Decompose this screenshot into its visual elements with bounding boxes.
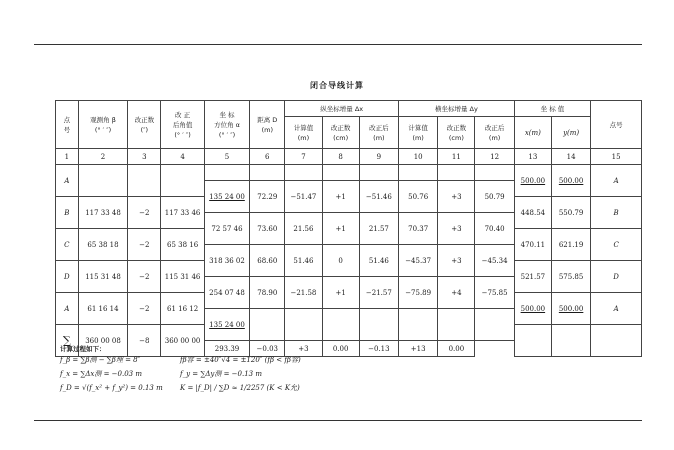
coord-y: 500.00: [551, 293, 590, 325]
station-point-right: C: [591, 229, 642, 261]
dx-calc: 21.56: [285, 213, 322, 245]
dx-corr: +1: [322, 277, 359, 309]
hdr-y: y(m): [551, 117, 590, 149]
dx-corr: +1: [322, 181, 359, 213]
dy-corrected: 50.79: [475, 181, 514, 213]
corrected-angle: 115 31 46: [161, 261, 204, 293]
corrected-angle: 61 16 12: [161, 293, 204, 325]
station-point-right: D: [591, 261, 642, 293]
hdr-dx-corrected: 改正后 (m): [359, 117, 398, 149]
hdr-x: x(m): [514, 117, 551, 149]
calc-fx: f_x = ∑Δx测 = −0.03 m: [60, 370, 142, 378]
calc-angle-misclosure: f_β = ∑β测 − ∑β理 = 8″: [60, 356, 141, 364]
hdr-corrected-angle: 改 正 后角值 (° ′ ″): [161, 101, 204, 149]
col-num: 14: [551, 149, 590, 165]
dx-corrected: −51.46: [359, 181, 398, 213]
coord-x: 500.00: [514, 293, 551, 325]
page-title: 闭合导线计算: [310, 81, 364, 90]
hdr-dx-corr: 改正数 (cm): [322, 117, 359, 149]
bottom-rule: [34, 420, 642, 421]
hdr-distance: 距离 D (m): [250, 101, 285, 149]
angle-corr: [128, 165, 161, 197]
blank: [250, 165, 285, 181]
dx-calc: −21.58: [285, 277, 322, 309]
coord-x: 470.11: [514, 229, 551, 261]
dy-corr: +3: [438, 181, 475, 213]
coord-x: 521.57: [514, 261, 551, 293]
distance: 73.60: [250, 213, 285, 245]
obs-angle: 115 31 48: [78, 261, 128, 293]
coord-y: 575.85: [551, 261, 590, 293]
calc-angle-tolerance: fβ容 = ±40″√4 = ±120″ (fβ < fβ容): [180, 356, 301, 364]
blank: [399, 309, 438, 341]
angle-corr: −2: [128, 197, 161, 229]
dy-corr: +3: [438, 245, 475, 277]
blank: [438, 309, 475, 341]
sum-distance: 293.39: [204, 341, 249, 357]
distance: 78.90: [250, 277, 285, 309]
blank: [438, 165, 475, 181]
dy-corr: +4: [438, 277, 475, 309]
hdr-dy-corrected: 改正后 (m): [475, 117, 514, 149]
blank: [250, 309, 285, 341]
sum-symbol: ∑: [56, 325, 79, 357]
azimuth: 72 57 46: [204, 213, 249, 245]
sum-corrected-angle: 360 00 00: [161, 325, 204, 357]
hdr-point: 点 号: [56, 101, 79, 149]
dx-corr: +1: [322, 213, 359, 245]
col-num: 12: [475, 149, 514, 165]
corrected-angle: [161, 165, 204, 197]
calculation-notes: [60, 344, 620, 397]
sum-dx: −0.03: [250, 341, 285, 357]
col-num: 3: [128, 149, 161, 165]
station-point-right: A: [591, 293, 642, 325]
hdr-dy-calc: 计算值 (m): [399, 117, 438, 149]
blank: [399, 165, 438, 181]
table-row: [56, 165, 642, 181]
calc-fd: f_D = √(f_x² + f_y²) = 0.13 m: [60, 384, 163, 392]
dy-calc: 50.76: [399, 181, 438, 213]
blank: [322, 309, 359, 341]
dx-corrected: 21.57: [359, 213, 398, 245]
hdr-coord-group: 坐 标 值: [514, 101, 590, 117]
coord-y: 550.79: [551, 197, 590, 229]
dx-calc: −51.47: [285, 181, 322, 213]
col-num: 13: [514, 149, 551, 165]
dy-calc: 70.37: [399, 213, 438, 245]
azimuth: 318 36 02: [204, 245, 249, 277]
col-num: 10: [399, 149, 438, 165]
blank: [322, 165, 359, 181]
distance: 72.29: [250, 181, 285, 213]
obs-angle: 61 16 14: [78, 293, 128, 325]
dx-corrected: −21.57: [359, 277, 398, 309]
azimuth: 254 07 48: [204, 277, 249, 309]
col-num: 9: [359, 149, 398, 165]
blank: [475, 165, 514, 181]
station-point: A: [56, 165, 79, 197]
dy-corrected: 70.40: [475, 213, 514, 245]
dy-corr: +3: [438, 213, 475, 245]
dx-corr: 0: [322, 245, 359, 277]
obs-angle: 117 33 48: [78, 197, 128, 229]
blank: [359, 309, 398, 341]
hdr-dy-group: 横坐标增量 Δy: [399, 101, 515, 117]
station-point: A: [56, 293, 79, 325]
sum-obs-angle: 360 00 08: [78, 325, 128, 357]
station-point-right: B: [591, 197, 642, 229]
hdr-azimuth: 坐 标 方位角 α (° ′ ″): [204, 101, 249, 149]
angle-corr: −2: [128, 293, 161, 325]
azimuth-blank: [204, 165, 249, 181]
corrected-angle: 65 38 16: [161, 229, 204, 261]
calc-k: K = |f_D| / ∑D ≈ 1/2257 (K < K允): [180, 384, 300, 392]
hdr-dx-calc: 计算值 (m): [285, 117, 322, 149]
sum-vy: +13: [399, 341, 438, 357]
angle-corr: −2: [128, 229, 161, 261]
station-point: B: [56, 197, 79, 229]
col-num: 8: [322, 149, 359, 165]
sum-angle-corr: −8: [128, 325, 161, 357]
hdr-corr: 改正数 (″): [128, 101, 161, 149]
column-number-row: [56, 149, 642, 165]
dy-calc: −75.89: [399, 277, 438, 309]
dy-corrected: −75.85: [475, 277, 514, 309]
col-num: 4: [161, 149, 204, 165]
coord-y: 621.19: [551, 229, 590, 261]
corrected-angle: 117 33 46: [161, 197, 204, 229]
col-num: 6: [250, 149, 285, 165]
calc-heading: 计算过程如下：: [60, 345, 106, 353]
coord-y: 500.00: [551, 165, 590, 197]
calc-fy: f_y = ∑Δy测 = −0.13 m: [180, 370, 262, 378]
top-rule: [34, 44, 642, 45]
blank: [475, 309, 514, 341]
dx-calc: 51.46: [285, 245, 322, 277]
coord-x: 448.54: [514, 197, 551, 229]
hdr-point-right: 点号: [591, 101, 642, 149]
blank: [285, 309, 322, 341]
azimuth: 135 24 00: [204, 181, 249, 213]
col-num: 15: [591, 149, 642, 165]
coord-x: 500.00: [514, 165, 551, 197]
hdr-obs-angle: 观测角 β (° ′ ″): [78, 101, 128, 149]
col-num: 5: [204, 149, 249, 165]
col-num: 1: [56, 149, 79, 165]
angle-corr: −2: [128, 261, 161, 293]
obs-angle: [78, 165, 128, 197]
dy-calc: −45.37: [399, 245, 438, 277]
blank: [359, 165, 398, 181]
sum-dy: −0.13: [359, 341, 398, 357]
col-num: 11: [438, 149, 475, 165]
obs-angle: 65 38 18: [78, 229, 128, 261]
station-point: D: [56, 261, 79, 293]
hdr-dy-corr: 改正数 (cm): [438, 117, 475, 149]
sum-dyc: 0.00: [438, 341, 475, 357]
traverse-table: [55, 100, 642, 357]
dy-corrected: −45.34: [475, 245, 514, 277]
col-num: 2: [78, 149, 128, 165]
hdr-dx-group: 纵坐标增量 Δx: [285, 101, 399, 117]
sum-dxc: 0.00: [322, 341, 359, 357]
station-point-right: A: [591, 165, 642, 197]
station-point: C: [56, 229, 79, 261]
distance: 68.60: [250, 245, 285, 277]
sum-vx: +3: [285, 341, 322, 357]
final-azimuth: 135 24 00: [204, 309, 249, 341]
blank: [285, 165, 322, 181]
col-num: 7: [285, 149, 322, 165]
dx-corrected: 51.46: [359, 245, 398, 277]
